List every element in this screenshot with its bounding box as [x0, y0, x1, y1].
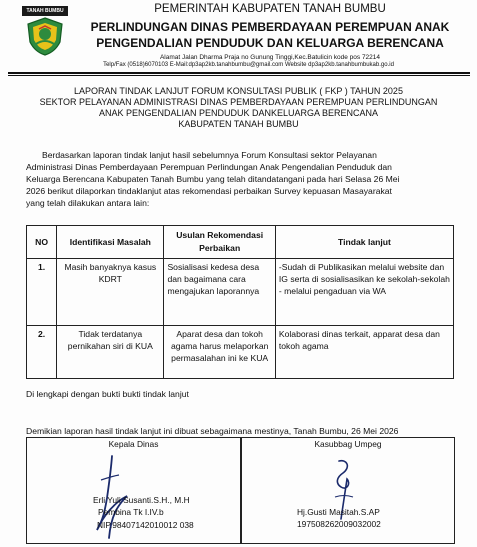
table-header-row: [27, 226, 454, 259]
cell-identifikasi: Tidak terdatanya pernikahan siri di KUA: [57, 326, 164, 379]
evidence-note: Di lengkapi dengan bukti bukti tindak lanjut: [26, 389, 189, 399]
cell-tindak-lanjut: Kolaborasi dinas terkait, apparat desa dan tokoh agama: [275, 326, 453, 379]
letterhead-office-line1: PERLINDUNGAN DINAS PEMBERDAYAAN PEREMPUAN ANAK: [90, 20, 450, 34]
signatory-nip: NIP.98407142010012 038: [97, 520, 194, 530]
cell-tindak-lanjut: -Sudah di Publikasikan melalui website dan IG serta di sosialisasikan ke sekolah-sekolah - melalui pengaduan via WA: [275, 259, 453, 326]
signatory-title: Kasubbag Umpeg: [314, 439, 382, 449]
table-row: [27, 259, 454, 326]
cell-usulan: Aparat desa dan tokoh agama harus melaporkan permasalahan ini ke KUA: [164, 326, 275, 379]
cell-no: 2.: [27, 326, 57, 379]
column-header-no: NO: [27, 226, 57, 259]
column-header-tindak-lanjut: Tindak lanjut: [275, 226, 453, 259]
logo-banner: TANAH BUMBU: [22, 6, 68, 16]
signatory-nip: 197508262009032002: [297, 519, 381, 529]
signatory-name: Hj.Gusti Masitah.S.AP: [297, 507, 380, 517]
letterhead-address: Alamat Jalan Dharma Praja no Gunung Tinggi,Kec.Batulicin kode pos 72214: [159, 54, 381, 61]
signature-box-kepala-dinas: [26, 437, 241, 544]
column-header-identifikasi: Identifikasi Masalah: [57, 226, 164, 259]
report-title-line3: ANAK PENGENDALIAN PENDUDUK DANKELUARGA BERENCANA: [98, 108, 379, 118]
recommendation-table: [26, 225, 454, 379]
table-row: [27, 326, 454, 379]
letterhead-government: PEMERINTAH KABUPATEN TANAH BUMBU: [154, 3, 386, 15]
report-title-line1: LAPORAN TINDAK LANJUT FORUM KONSULTASI PUBLIK ( FKP ) TAHUN 2025: [74, 86, 403, 96]
letterhead-rule-thick: [8, 72, 470, 74]
intro-line: yang telah dilakukan antara lain:: [26, 198, 150, 208]
intro-line: Keluarga Berencana Kabupaten Tanah Bumbu yang telah ditandatangani pada hari Selasa 26 Mei: [26, 174, 400, 184]
column-header-usulan: Usulan Rekomendasi Perbaikan: [164, 226, 275, 259]
report-title-line4: KABUPATEN TANAH BUMBU: [178, 119, 299, 129]
intro-line: 2026 berikut dilaporkan tindaklanjut atas rekomendasi perbaikan Survey kepuasan Masayarakat: [26, 186, 392, 196]
signatory-name: Erli Yuli Susanti.S.H., M.H: [93, 495, 190, 505]
signature-box-kasubbag-umpeg: [241, 437, 455, 544]
letterhead-contact: Telp/Fax (0518)6070103 E-Mail:dp3ap2kb.tanahbumbu@gmail.com Website dp3ap2kb.tanahbumbukab.go.id: [103, 62, 394, 68]
closing-statement: Demikian laporan hasil tindak lanjut ini dibuat sebagaimana mestinya, Tanah Bumbu, 26 Mei 2026: [26, 426, 399, 436]
cell-usulan: Sosialisasi kedesa desa dan bagaimana cara mengajukan laporannya: [164, 259, 275, 326]
letterhead-office-line2: PENGENDALIAN PENDUDUK DAN KELUARGA BERENCANA: [96, 36, 444, 50]
cell-identifikasi: Masih banyaknya kasus KDRT: [57, 259, 164, 326]
letterhead-rule-thin: [8, 75, 470, 76]
report-title-line2: SEKTOR PELAYANAN ADMINISTRASI DINAS PEMBERDAYAAN PEREMPUAN PERLINDUNGAN: [39, 97, 438, 107]
signatory-title: Kepala Dinas: [108, 439, 159, 449]
signatory-rank: Pembina Tk I.IV.b: [98, 507, 164, 517]
regency-emblem-icon: [25, 16, 65, 56]
intro-line: Administrasi Dinas Pemberdayaan Perempuan Perlindungan Anak Pengendalian Penduduk dan: [26, 162, 392, 172]
intro-line: Berdasarkan laporan tindak lanjut hasil sebelumnya Forum Konsultasi sektor Pelayanan: [42, 150, 377, 160]
cell-no: 1.: [27, 259, 57, 326]
regency-logo: [22, 6, 68, 56]
